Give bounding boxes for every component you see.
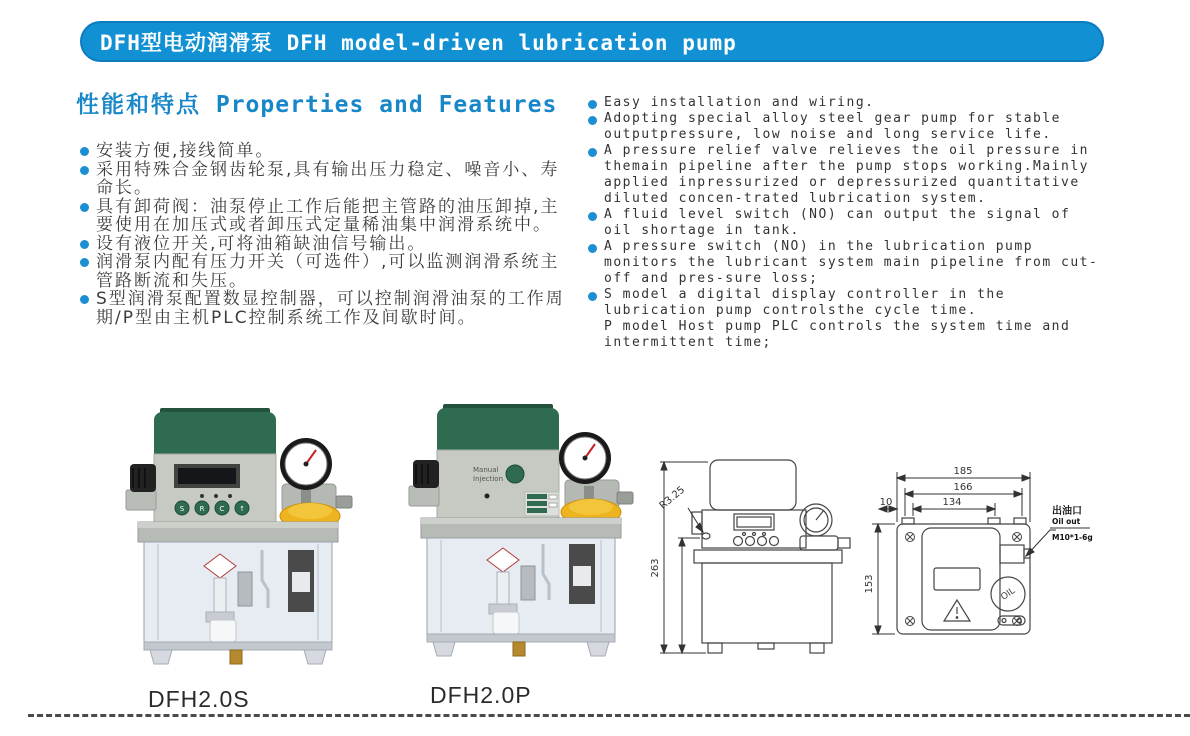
list-item	[588, 239, 1106, 287]
bottom-dashed-divider	[28, 714, 1190, 717]
feature-text: 设有液位开关,可将油箱缺油信号输出。	[96, 233, 427, 254]
deck-plate	[421, 518, 621, 538]
section-title	[76, 86, 557, 119]
bullet-icon	[80, 203, 89, 212]
feature-text: 采用特殊合金钢齿轮泵,具有输出压力稳定、噪音小、寿命长。	[96, 159, 560, 198]
filter-cup	[210, 620, 236, 642]
model-label-dfh20s: DFH2.0S	[148, 686, 250, 712]
suction-rod	[497, 572, 509, 608]
section-title-zh: 性能和特点	[76, 92, 201, 118]
outlet-label-zh: 出油口	[1052, 506, 1082, 517]
feature-text: 具有卸荷阀：油泵停止工作后能把主管路的油压卸掉,主要使用在加压式或者卸压式定量稀油集中润滑系统中。	[96, 196, 560, 235]
list-item	[588, 287, 1106, 319]
section-title-en: Properties and Features	[215, 92, 558, 118]
fittings	[238, 572, 252, 606]
feature-text: S model a digital display controller in the lubrication pump controlsthe cycle time.	[604, 287, 1006, 318]
bullet-icon	[588, 292, 597, 301]
bullet-icon	[80, 295, 89, 304]
bullet-icon	[80, 240, 89, 249]
list-item	[588, 111, 1106, 143]
oil-tank	[427, 538, 615, 634]
pump-photo-dfh20s	[102, 404, 354, 686]
button-c: C	[219, 505, 225, 513]
page-banner	[80, 21, 1104, 62]
feature-text: 润滑泵内配有压力开关（可选件）,可以监测润滑系统主管路断流和失压。	[96, 252, 560, 291]
cable-gland	[409, 460, 439, 506]
tank-base	[427, 634, 615, 656]
oil-cap-text: OIL	[999, 586, 1018, 603]
list-item	[588, 319, 1106, 351]
bullet-icon	[588, 100, 597, 109]
feature-text: P model Host pump PLC controls the system time and intermittent time;	[604, 319, 1071, 350]
button-s: S	[179, 505, 185, 513]
drain-fitting	[513, 642, 525, 656]
suction-rod	[214, 578, 226, 614]
list-item	[80, 142, 568, 161]
plate-outline	[897, 518, 1030, 634]
bullet-icon	[80, 258, 89, 267]
manual-label-line2: Injection	[473, 475, 504, 483]
feature-text: Adopting special alloy steel gear pump for stable outputpressure, low noise and long service life.	[604, 111, 1062, 142]
dim-10: 10	[879, 497, 893, 508]
feature-text: 安装方便,接线简单。	[96, 141, 275, 161]
oil-tank	[144, 542, 332, 642]
feature-text: Easy installation and wiring.	[604, 95, 875, 110]
bullet-icon	[80, 166, 89, 175]
warning-triangle-icon	[944, 600, 970, 621]
button-up: ↑	[239, 505, 245, 513]
button-r: R	[199, 505, 205, 513]
feature-text: A pressure switch (NO) in the lubrication pump monitors the lubricant system main pipeline from cut-off and pres-sure loss;	[604, 239, 1099, 286]
bullet-icon	[588, 148, 597, 157]
outlet-thread: M10*1-6g	[1052, 533, 1093, 542]
list-item	[80, 198, 568, 235]
dim-134: 134	[942, 497, 962, 508]
dim-r325: R3.25	[657, 484, 688, 512]
manual-label-line1: Manual	[473, 466, 499, 474]
pump-photo-dfh20p	[385, 400, 637, 682]
deck-plate	[138, 522, 338, 542]
manual-injection-button	[506, 465, 524, 483]
feature-text: S型润滑泵配置数显控制器，可以控制润滑油泵的工作周期/P型由主机PLC控制系统工作及间歇时间。	[96, 289, 565, 328]
feature-text: A pressure relief valve relieves the oil pressure in themain pipeline after the pump stops working.Mainly applied inpressurized or depressurized quantitative diluted concen-trated lubrication system.	[604, 143, 1089, 206]
fittings	[521, 566, 535, 600]
list-item	[588, 207, 1106, 239]
features-list-en	[588, 95, 1106, 351]
pressure-gauge	[280, 438, 336, 512]
pressure-gauge	[559, 432, 619, 508]
list-item	[588, 143, 1106, 207]
dimension-lines	[872, 472, 1090, 634]
list-item	[588, 95, 1106, 111]
page-title: DFH型电动润滑泵 DFH model-driven lubrication pump	[100, 30, 737, 55]
dim-185: 185	[953, 466, 973, 477]
dim-263: 263	[650, 558, 661, 578]
list-item	[80, 235, 568, 254]
tank-base	[144, 642, 332, 664]
bullet-icon	[80, 147, 89, 156]
bullet-icon	[588, 116, 597, 125]
model-label-dfh20p: DFH2.0P	[430, 682, 532, 708]
list-item	[80, 253, 568, 290]
features-list-zh	[80, 142, 568, 327]
list-item	[80, 161, 568, 198]
drain-fitting	[230, 650, 242, 664]
dimension-drawing-front	[648, 448, 863, 666]
filter-cup	[493, 612, 519, 634]
dimension-drawing-top	[852, 448, 1190, 670]
list-item	[80, 290, 568, 327]
dim-153: 153	[864, 574, 875, 594]
dim-166: 166	[953, 482, 973, 493]
bullet-icon	[588, 212, 597, 221]
cable-gland	[126, 464, 156, 510]
pump-outline	[692, 460, 850, 653]
bullet-icon	[588, 244, 597, 253]
feature-text: A fluid level switch (NO) can output the signal of oil shortage in tank.	[604, 207, 1071, 238]
outlet-label-en: Oil out	[1052, 517, 1081, 526]
